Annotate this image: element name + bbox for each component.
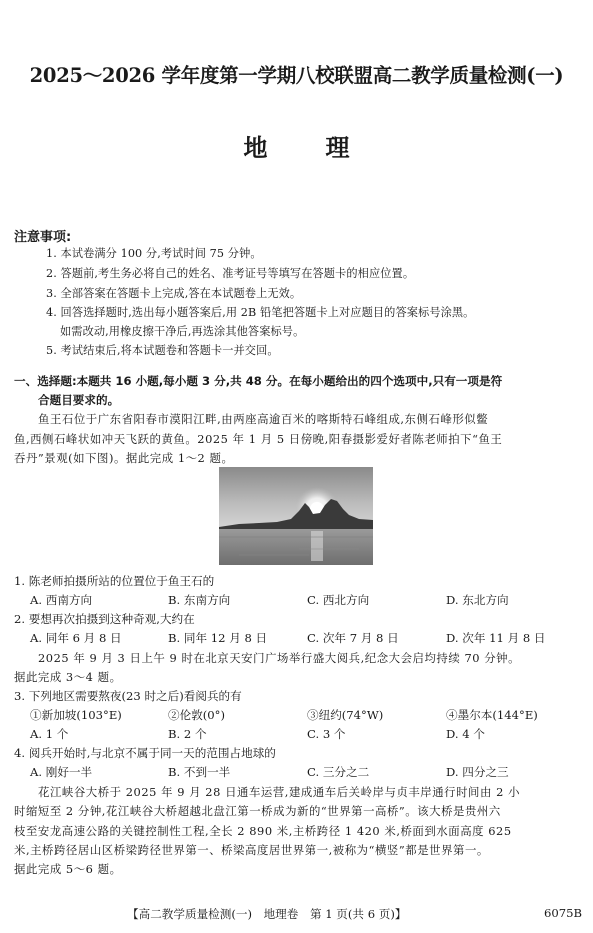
notice-item-2: 2. 答题前,考生务必将自己的姓名、准考证号等填写在答题卡的相应位置。: [46, 267, 415, 280]
passage1-line-2: 鱼,西侧石峰状如冲天飞跃的黄鱼。2025 年 1 月 5 日傍晚,阳春摄影爱好者陈老师拍下“鱼王: [14, 432, 503, 446]
q3-sub-option-4: ④墨尔本(144°E): [446, 708, 538, 722]
q3-sub-option-2: ②伦敦(0°): [168, 708, 226, 722]
question-1-stem: 1. 陈老师拍摄所站的位置位于鱼王石的: [14, 574, 215, 588]
section-heading-cont: 合题目要求的。: [38, 393, 120, 407]
notice-item-5: 5. 考试结束后,将本试题卷和答题卡一并交回。: [46, 344, 279, 357]
passage3-line-4: 米,主桥跨径居山区桥梁跨径世界第一、桥梁高度居世界第一,被称为“横竖”都是世界第一。: [14, 843, 489, 857]
passage1-line-3: 吞丹”景观(如下图)。据此完成 1～2 题。: [14, 451, 234, 465]
q4-option-b: B. 不到一半: [168, 765, 231, 779]
q3-sub-option-1: ①新加坡(103°E): [30, 708, 122, 722]
q3-option-b: B. 2 个: [168, 727, 207, 741]
q2-option-c: C. 次年 7 月 8 日: [307, 631, 399, 645]
notice-item-4-cont: 如需改动,用橡皮擦干净后,再选涂其他答案标号。: [60, 325, 305, 338]
passage3-line-3: 枝至安龙高速公路的关键控制性工程,全长 2 890 米,主桥跨径 1 420 米,桥面到水面高度 625: [14, 824, 512, 838]
q3-option-a: A. 1 个: [30, 727, 69, 741]
exam-title: 2025～2026 学年度第一学期八校联盟高二教学质量检测(一): [29, 64, 564, 87]
q1-option-b: B. 东南方向: [168, 593, 231, 607]
subject-char-2: 理: [325, 133, 350, 162]
passage3-line-1: 花江峡谷大桥于 2025 年 9 月 28 日通车运营,建成通车后关岭岸与贞丰岸通行时间由 2 小: [38, 785, 521, 799]
passage3-line-2: 时缩短至 2 分钟,花江峡谷大桥超越北盘江第一桥成为新的“世界第一高桥”。该大桥是贵州六: [14, 804, 501, 818]
q2-option-b: B. 同年 12 月 8 日: [168, 631, 268, 645]
passage2-line-2: 据此完成 3～4 题。: [14, 670, 122, 684]
q2-option-a: A. 同年 6 月 8 日: [30, 631, 122, 645]
q4-option-c: C. 三分之二: [307, 765, 370, 779]
q1-option-c: C. 西北方向: [307, 593, 370, 607]
passage1-line-1: 鱼王石位于广东省阳春市漠阳江畔,由两座高逾百米的喀斯特石峰组成,东侧石峰形似鳖: [38, 412, 489, 426]
q4-option-a: A. 刚好一半: [30, 765, 93, 779]
section-heading: 一、选择题:本题共 16 小题,每小题 3 分,共 48 分。在每小题给出的四个选项中,只有一项是符: [14, 374, 503, 388]
q1-option-a: A. 西南方向: [30, 593, 93, 607]
sunset-photo: [219, 467, 373, 565]
q4-option-d: D. 四分之三: [446, 765, 509, 779]
q3-option-d: D. 4 个: [446, 727, 485, 741]
q3-option-c: C. 3 个: [307, 727, 346, 741]
q1-option-d: D. 东北方向: [446, 593, 509, 607]
q2-option-d: D. 次年 11 月 8 日: [446, 631, 546, 645]
passage3-line-5: 据此完成 5～6 题。: [14, 862, 122, 876]
page-footer: 【高二教学质量检测(一) 地理卷 第 1 页(共 6 页)】: [127, 907, 407, 921]
subject-char-1: 地: [243, 133, 268, 162]
notice-item-1: 1. 本试卷满分 100 分,考试时间 75 分钟。: [46, 247, 262, 260]
page-code: 6075B: [544, 906, 583, 920]
notice-item-3: 3. 全部答案在答题卡上完成,答在本试题卷上无效。: [46, 287, 302, 300]
q3-sub-option-3: ③纽约(74°W): [307, 708, 384, 722]
notice-heading: 注意事项:: [14, 230, 72, 245]
question-4-stem: 4. 阅兵开始时,与北京不属于同一天的范围占地球的: [14, 746, 276, 760]
passage2-line-1: 2025 年 9 月 3 日上午 9 时在北京天安门广场举行盛大阅兵,纪念大会启均持续 70 分钟。: [38, 651, 521, 665]
notice-item-4: 4. 回答选择题时,选出每小题答案后,用 2B 铅笔把答题卡上对应题目的答案标号涂黑。: [46, 306, 475, 319]
subject-title: [0, 128, 593, 163]
question-3-stem: 3. 下列地区需要熬夜(23 时之后)看阅兵的有: [14, 689, 242, 703]
question-2-stem: 2. 要想再次拍摄到这种奇观,大约在: [14, 612, 195, 626]
